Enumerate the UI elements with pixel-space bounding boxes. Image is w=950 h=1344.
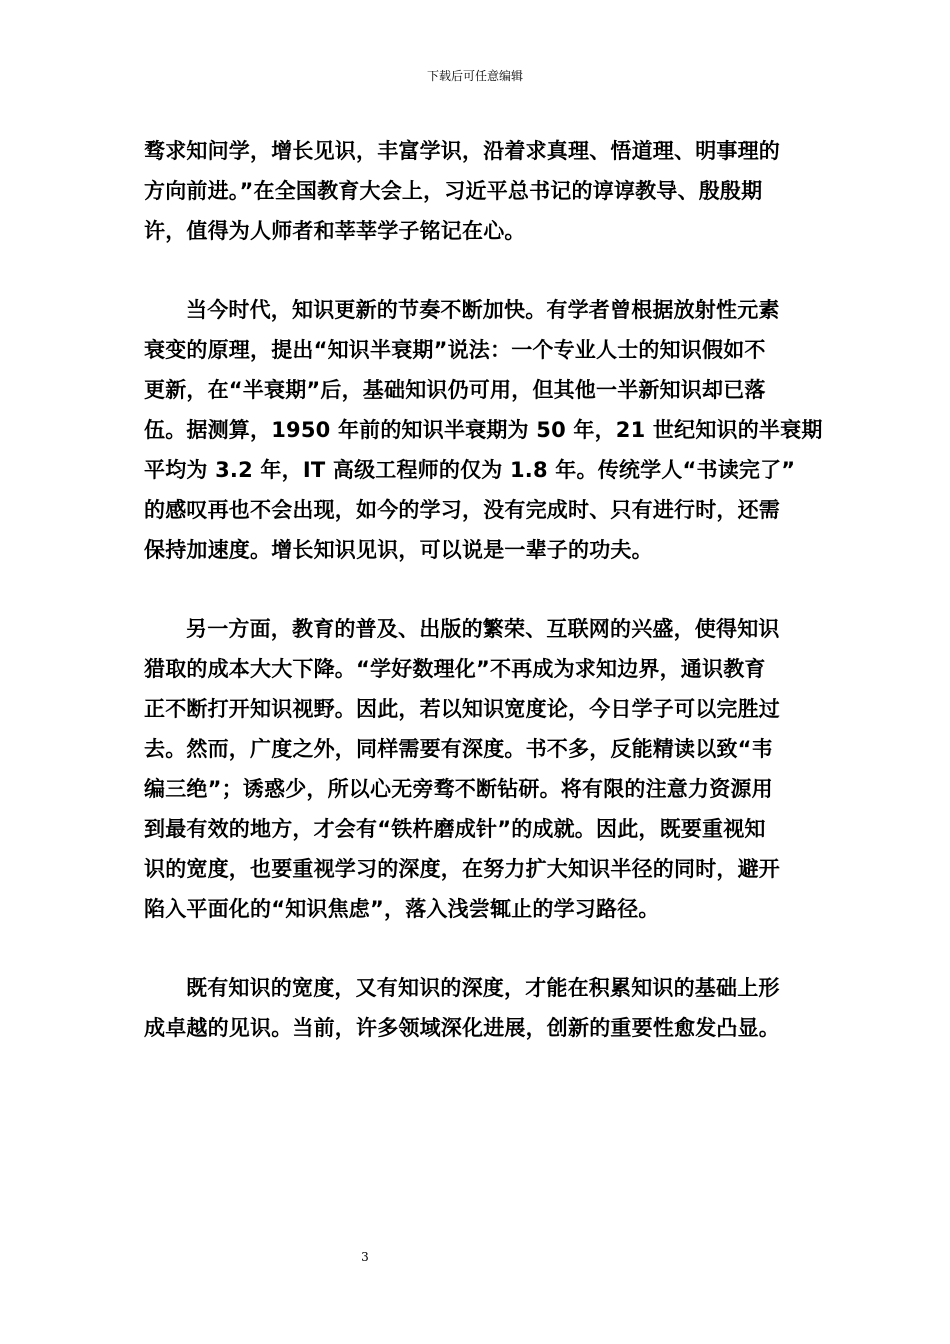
- page-header: 下载后可任意编辑: [426, 69, 523, 83]
- text-line: 伍。据测算，1950 年前的知识半衰期为 50 年，21 世纪知识的半衰期: [144, 418, 823, 442]
- text-line: 方向前进。”在全国教育大会上，习近平总书记的谆谆教导、殷殷期: [144, 179, 763, 203]
- text-line: 编三绝”；诱惑少，所以心无旁骛不断钻研。将有限的注意力资源用: [144, 777, 773, 801]
- text-line: 既有知识的宽度，又有知识的深度，才能在积累知识的基础上形: [186, 976, 780, 1000]
- text-line: 去。然而，广度之外，同样需要有深度。书不多，反能精读以致“韦: [144, 737, 773, 761]
- text-line: 衰变的原理，提出“知识半衰期”说法：一个专业人士的知识假如不: [144, 338, 766, 362]
- text-line: 另一方面，教育的普及、出版的繁荣、互联网的兴盛，使得知识: [186, 617, 780, 641]
- text-line: 当今时代，知识更新的节奏不断加快。有学者曾根据放射性元素: [186, 298, 780, 322]
- text-line: 许，值得为人师者和莘莘学子铭记在心。: [144, 219, 526, 243]
- text-line: 骛求知问学，增长见识，丰富学识，沿着求真理、悟道理、明事理的: [144, 139, 780, 163]
- paragraph-2: [144, 290, 823, 570]
- text-line: 到最有效的地方，才会有“铁杵磨成针”的成就。因此，既要重视知: [144, 817, 766, 841]
- paragraph-3: [144, 609, 808, 929]
- paragraph-4: [144, 968, 808, 1048]
- text-line: 的感叹再也不会出现，如今的学习，没有完成时、只有进行时，还需: [144, 498, 780, 522]
- text-line: 成卓越的见识。当前，许多领域深化进展，创新的重要性愈发凸显。: [144, 1016, 780, 1040]
- paragraph-1: [144, 131, 808, 251]
- text-line: 正不断打开知识视野。因此，若以知识宽度论，今日学子可以完胜过: [144, 697, 780, 721]
- page-number: 3: [361, 1250, 369, 1264]
- text-line: 更新，在“半衰期”后，基础知识仍可用，但其他一半新知识却已落: [144, 378, 766, 402]
- text-line: 平均为 3.2 年，IT 高级工程师的仅为 1.8 年。传统学人“书读完了”: [144, 458, 796, 482]
- document-body: [144, 131, 823, 1048]
- text-line: 保持加速度。增长知识见识，可以说是一辈子的功夫。: [144, 538, 653, 562]
- text-line: 猎取的成本大大下降。“学好数理化”不再成为求知边界，通识教育: [144, 657, 766, 681]
- text-line: 陷入平面化的“知识焦虑”，落入浅尝辄止的学习路径。: [144, 897, 660, 921]
- text-line: 识的宽度，也要重视学习的深度，在努力扩大知识半径的同时，避开: [144, 857, 780, 881]
